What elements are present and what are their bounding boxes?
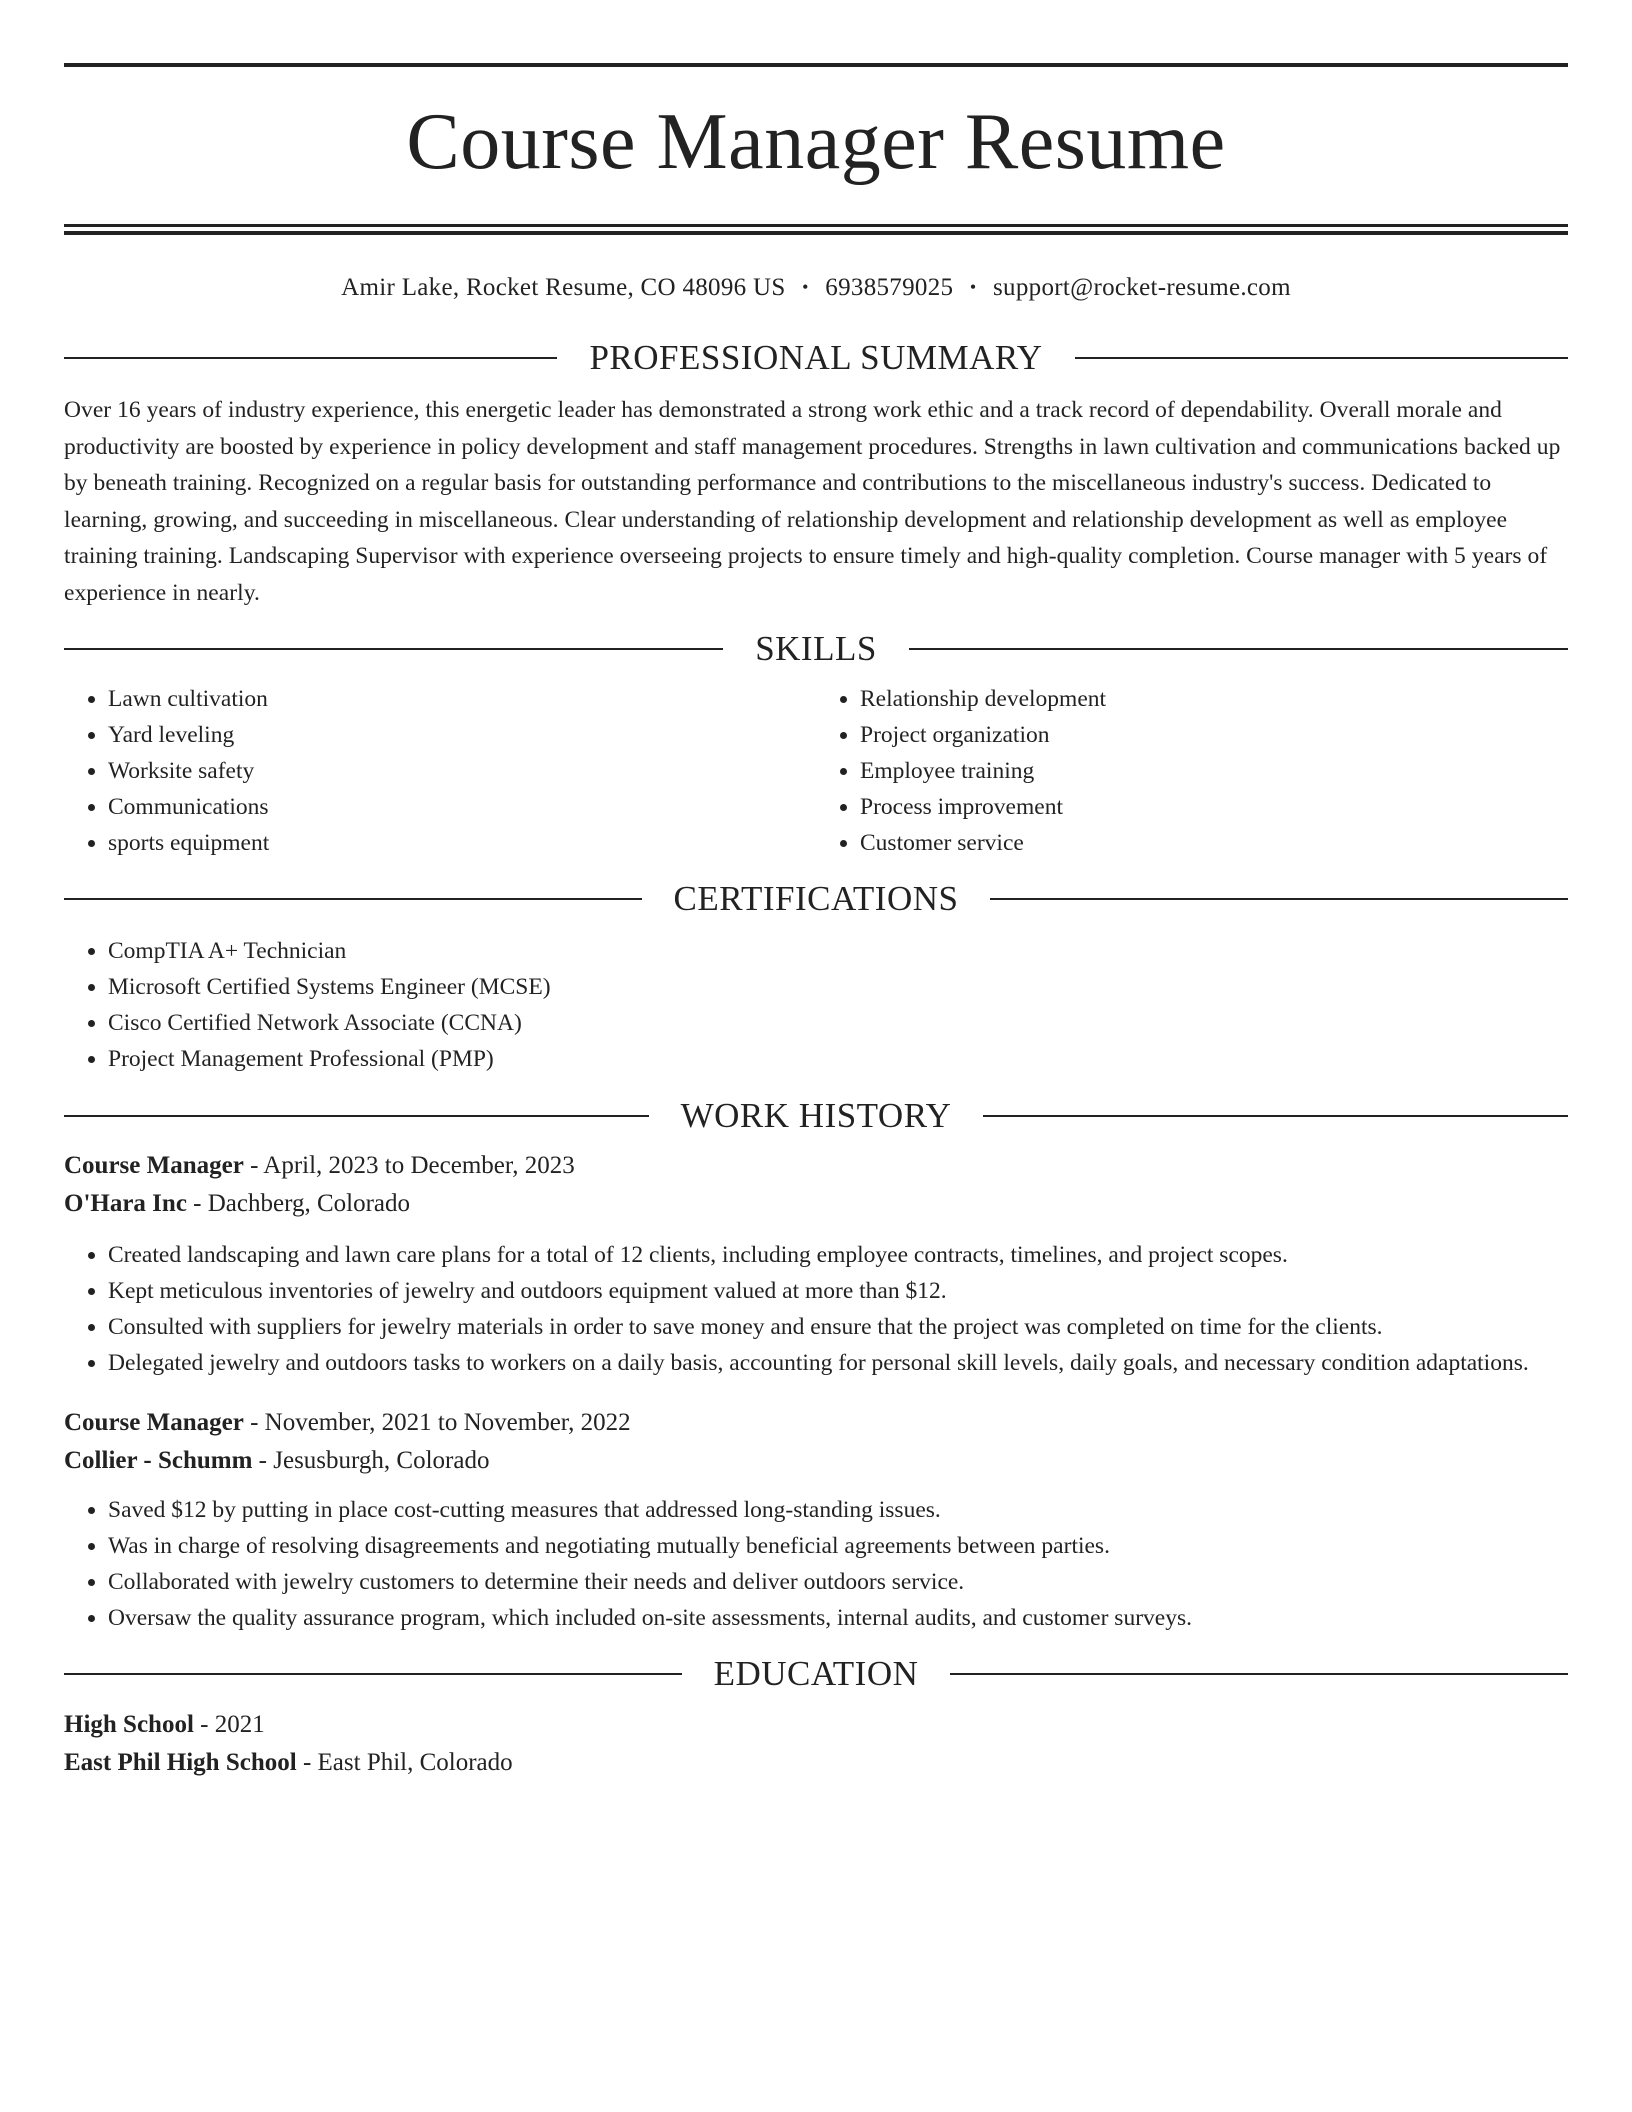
skills-column-right [816,681,1568,861]
certification-item: • CompTIA A+ Technician [108,933,1568,969]
heading-rule [950,1673,1568,1675]
education-heading [64,1654,1568,1694]
skill-item: • Worksite safety [108,753,816,789]
heading-rule [983,1115,1568,1117]
job-title: Course Manager [64,1409,244,1436]
skills-list [64,681,1568,861]
resume-page [64,0,1568,1782]
job-company-line [64,1185,1568,1223]
top-rule [64,63,1568,67]
job-bullets [64,1237,1568,1381]
job-title-line [64,1147,1568,1185]
work-heading [64,1096,1568,1136]
job-bullet: • Was in charge of resolving disagreements and negotiating mutually beneficial agreements between parties. [108,1528,1568,1564]
certification-item: • Cisco Certified Network Associate (CCNA) [108,1005,1568,1041]
job-dates: - November, 2021 to November, 2022 [243,1409,631,1436]
job-location: - Jesusburgh, Colorado [252,1447,490,1474]
education-school: East Phil High School [64,1749,297,1776]
heading-rule [990,898,1568,900]
skill-item: • Employee training [860,753,1568,789]
job-company: Collier - Schumm [64,1447,253,1474]
education-entry [64,1706,1568,1782]
skill-item: • sports equipment [108,825,816,861]
skill-item: • Process improvement [860,789,1568,825]
education-year: - 2021 [193,1711,265,1738]
skills-heading [64,629,1568,669]
heading-rule [64,648,723,650]
contact-email: support@rocket-resume.com [993,274,1291,301]
skill-item: • Communications [108,789,816,825]
skill-item: • Yard leveling [108,717,816,753]
contact-line [64,271,1568,303]
heading-rule [64,1673,682,1675]
summary-text: Over 16 years of industry experience, this energetic leader has demonstrated a strong work ethic and a track record of dependability. Overall morale and productivity are boosted by experience in policy development and staff management procedures. Strengths in lawn cultivation and communications backed up by beneath training. Recognized on a regular basis for outstanding performance and contributions to the miscellaneous industry's success. Dedicated to learning, growing, and succeeding in miscellaneous. Clear understanding of relationship development and relationship development as well as employee training training. Landscaping Supervisor with experience overseeing projects to ensure timely and high-quality completion. Course manager with 5 years of experience in nearly. [64,397,1561,606]
education-heading-label: EDUCATION [713,1654,919,1693]
skill-item: • Lawn cultivation [108,681,816,717]
summary-heading [64,338,1568,378]
contact-separator: • [969,277,977,297]
job-entry [64,1404,1568,1636]
skills-column-left [64,681,816,861]
title-double-rule [64,224,1568,235]
job-bullet: • Saved $12 by putting in place cost-cutting measures that addressed long-standing issues. [108,1492,1568,1528]
job-bullet: • Collaborated with jewelry customers to determine their needs and deliver outdoors service. [108,1564,1568,1600]
heading-rule [64,357,557,359]
job-company: O'Hara Inc [64,1190,187,1217]
certification-item: • Project Management Professional (PMP) [108,1041,1568,1077]
job-entry [64,1147,1568,1381]
contact-separator: • [802,277,809,297]
education-degree-line [64,1706,1568,1744]
job-title-line [64,1404,1568,1442]
skill-item: • Project organization [860,717,1568,753]
job-bullet: • Consulted with suppliers for jewelry materials in order to save money and ensure that the project was completed on time for the clients. [108,1309,1568,1345]
resume-title: Course Manager Resume [406,98,1226,186]
heading-rule [1075,357,1568,359]
job-bullet: • Created landscaping and lawn care plans for a total of 12 clients, including employee contracts, timelines, and project scopes. [108,1237,1568,1273]
job-dates: - April, 2023 to December, 2023 [243,1152,575,1179]
job-bullets [64,1492,1568,1636]
heading-rule [909,648,1568,650]
certifications-heading-label: CERTIFICATIONS [673,879,959,918]
work-heading-label: WORK HISTORY [680,1096,952,1135]
job-location: - Dachberg, Colorado [186,1190,411,1217]
certifications-heading [64,879,1568,919]
skill-item: • Relationship development [860,681,1568,717]
job-bullet: • Kept meticulous inventories of jewelry and outdoors equipment valued at more than $12. [108,1273,1568,1309]
contact-address: Amir Lake, Rocket Resume, CO 48096 US [341,274,786,301]
summary-heading-label: PROFESSIONAL SUMMARY [589,338,1043,377]
education-location: - East Phil, Colorado [296,1749,513,1776]
education-school-line [64,1744,1568,1782]
skill-item: • Customer service [860,825,1568,861]
certification-item: • Microsoft Certified Systems Engineer (MCSE) [108,969,1568,1005]
education-degree: High School [64,1711,194,1738]
job-bullet: • Oversaw the quality assurance program, which included on-site assessments, internal audits, and customer surveys. [108,1600,1568,1636]
contact-phone: 6938579025 [825,274,954,301]
job-title: Course Manager [64,1152,244,1179]
heading-rule [64,898,642,900]
skills-heading-label: SKILLS [755,629,877,668]
job-company-line [64,1442,1568,1480]
job-bullet: • Delegated jewelry and outdoors tasks to workers on a daily basis, accounting for personal skill levels, daily goals, and necessary condition adaptations. [108,1345,1568,1381]
heading-rule [64,1115,649,1117]
certifications-list [64,933,1568,1077]
